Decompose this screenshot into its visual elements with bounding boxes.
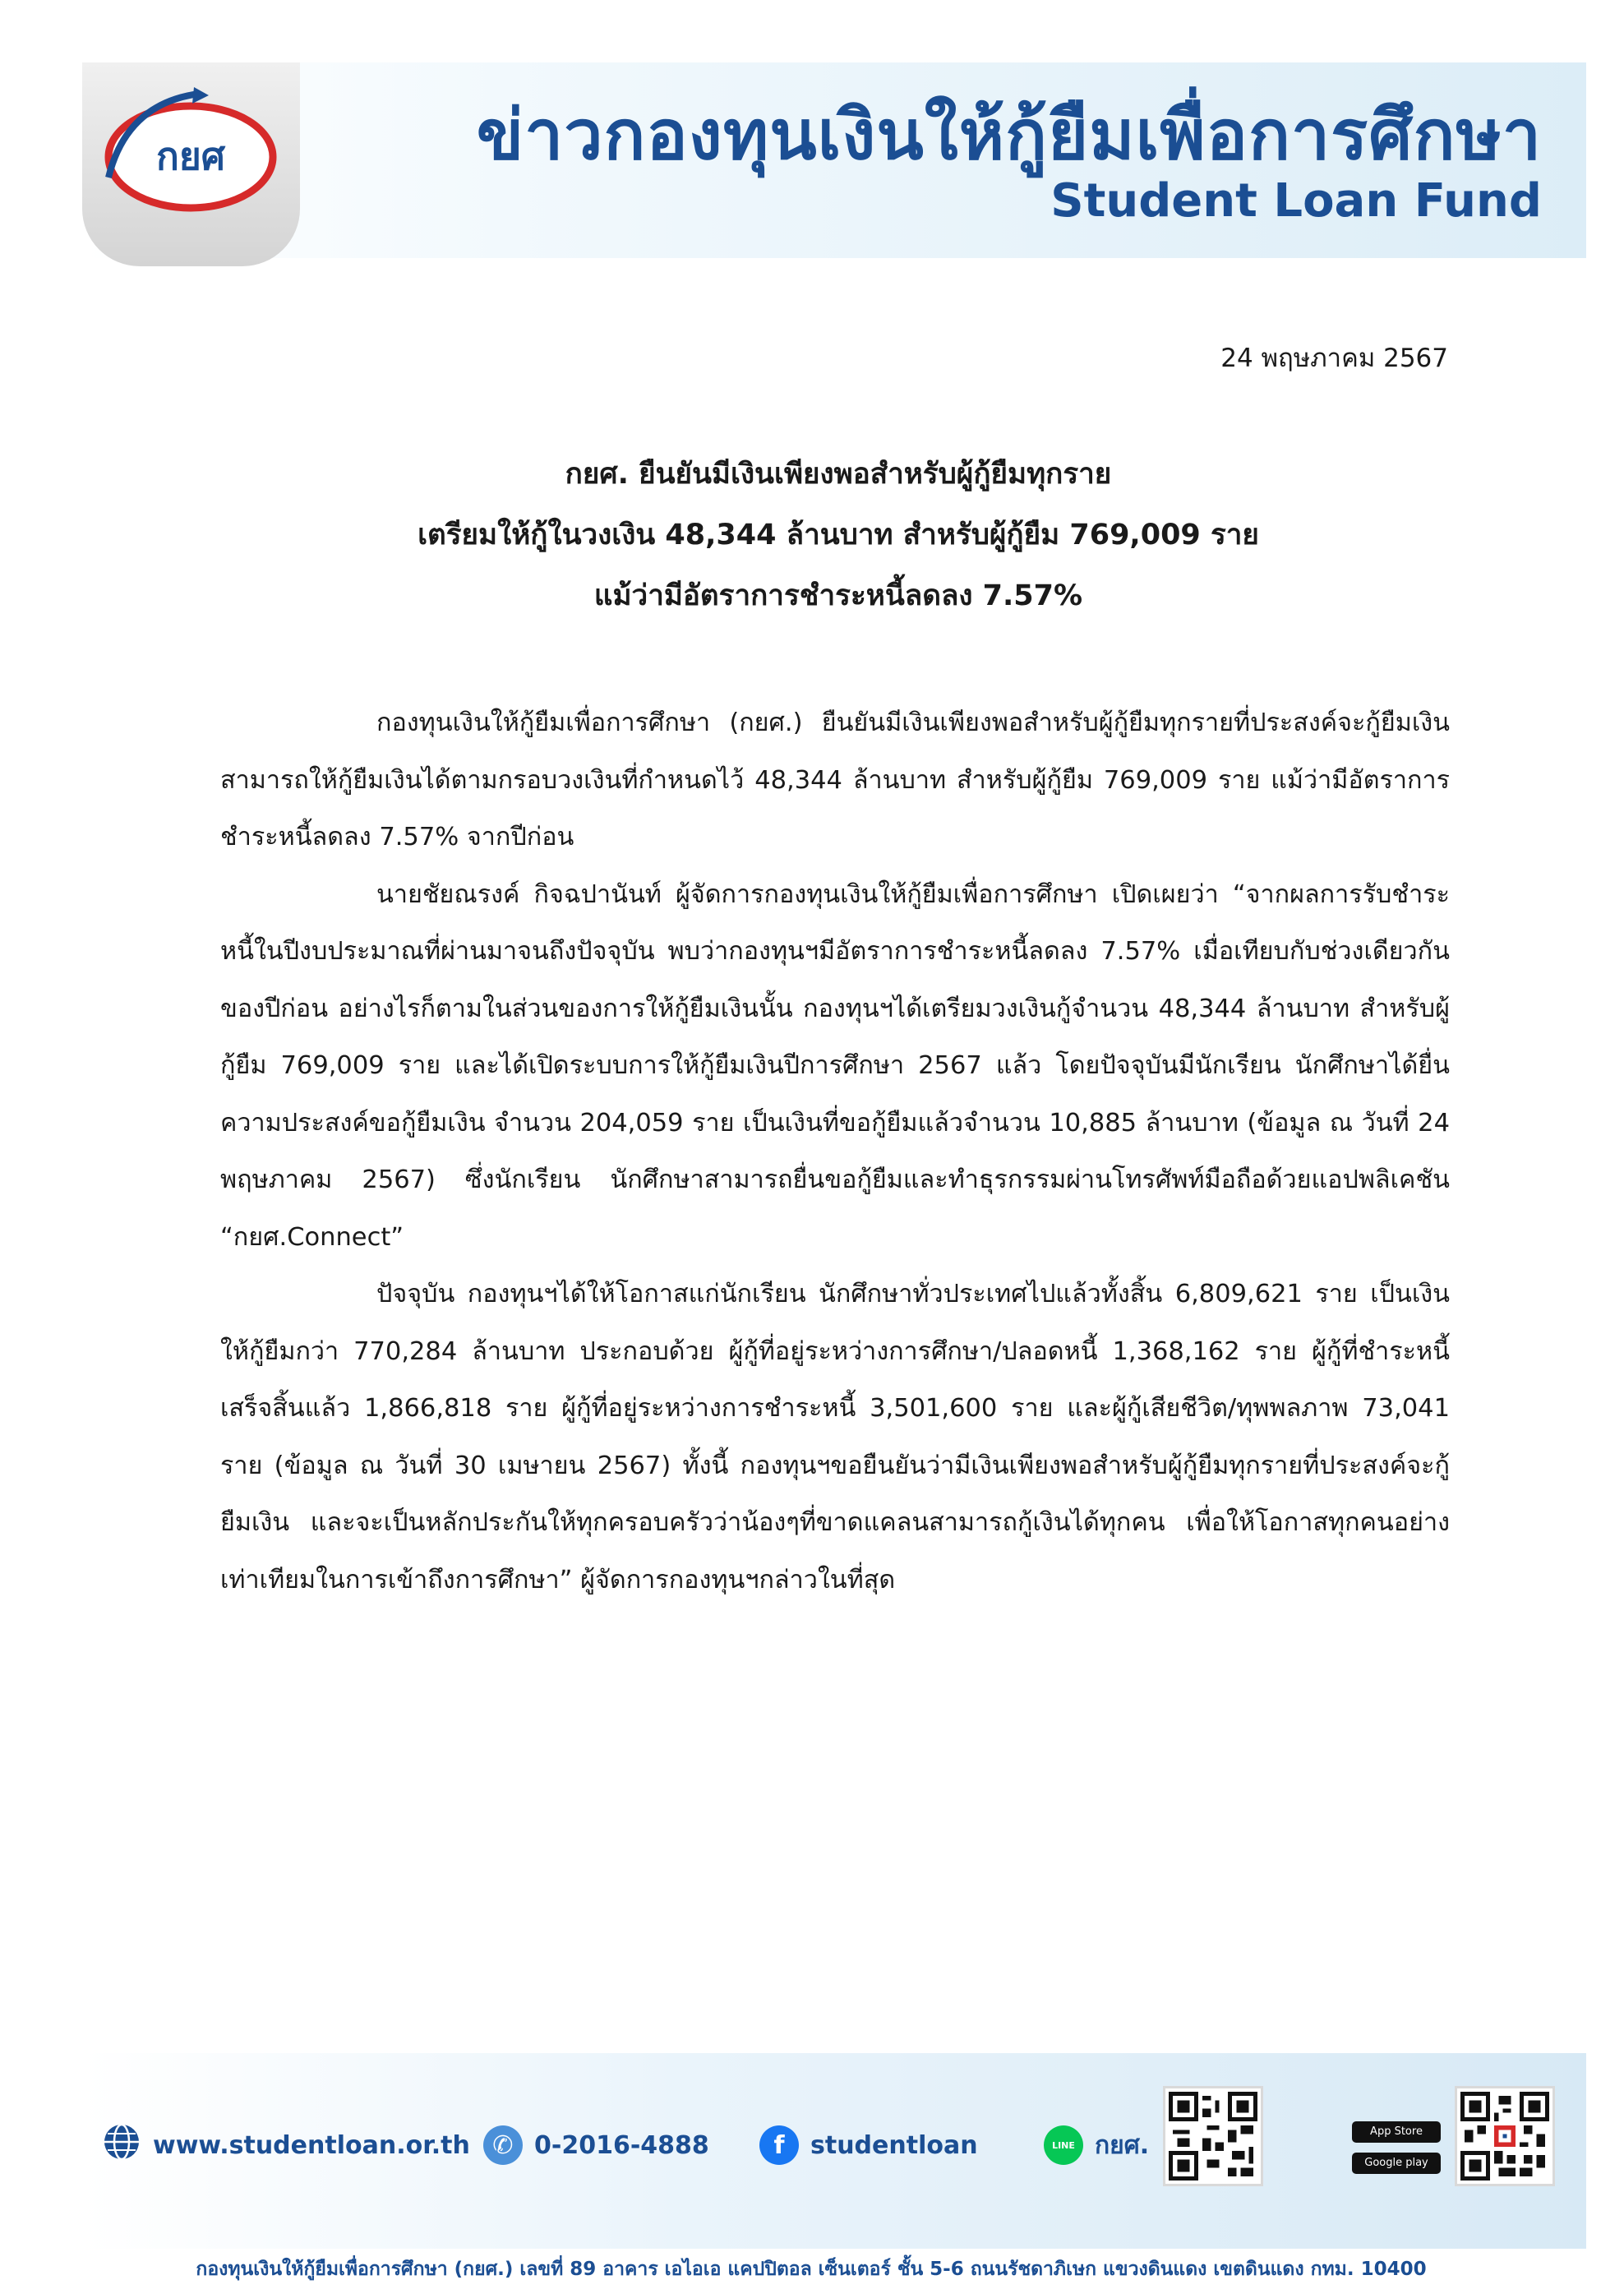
- qr-code-app[interactable]: [1455, 2086, 1555, 2186]
- release-date: 24 พฤษภาคม 2567: [1220, 344, 1448, 373]
- qr-code-line[interactable]: [1163, 2086, 1263, 2186]
- headline-line: แม้ว่ามีอัตราการชำระหนี้ลดลง 7.57%: [593, 579, 1083, 612]
- headline-line: กยศ. ยืนยันมีเงินเพียงพอสำหรับผู้กู้ยืมทุกราย: [565, 458, 1112, 491]
- svg-text:กยศ: กยศ: [155, 134, 226, 178]
- paragraph: นายชัยณรงค์ กิจฉปานันท์ ผู้จัดการกองทุนเงินให้กู้ยืมเพื่อการศึกษา เปิดเผยว่า “จากผลการรับชำระหนี้ในปีงบประมาณที่ผ่านมาจนถึงปัจจุบัน พบว่ากองทุนฯมีอัตราการชำระหนี้ลดลง 7.57% เมื่อเทียบกับช่วงเดียวกันของปีก่อน อย่างไรก็ตามในส่วนของการให้กู้ยืมเงินนั้น กองทุนฯได้เตรียมวงเงินกู้จำนวน 48,344 ล้านบาท สำหรับผู้กู้ยืม 769,009 ราย และได้เปิดระบบการให้กู้ยืมเงินปีการศึกษา 2567 แล้ว โดยปัจจุบันมีนักเรียน นักศึกษาได้ยื่นความประสงค์ขอกู้ยืมเงิน จำนวน 204,059 ราย เป็นเงินที่ขอกู้ยืมแล้วจำนวน 10,885 ล้านบาท (ข้อมูล ณ วันที่ 24 พฤษภาคม 2567) ซึ่งนักเรียน นักศึกษาสามารถยื่นขอกู้ยืมและทำธุรกรรมผ่านโทรศัพท์มือถือด้วยแอปพลิเคชัน “กยศ.Connect”: [220, 879, 1450, 1252]
- google-play-badge[interactable]: Google play: [1352, 2153, 1441, 2174]
- line-link[interactable]: [1044, 2123, 1149, 2167]
- website-link[interactable]: [102, 2123, 470, 2167]
- headline-line: เตรียมให้กู้ในวงเงิน 48,344 ล้านบาท สำหรับผู้กู้ยืม 769,009 ราย: [418, 519, 1259, 551]
- phone-link[interactable]: [483, 2123, 709, 2167]
- globe-icon: [102, 2122, 141, 2168]
- paragraph: กองทุนเงินให้กู้ยืมเพื่อการศึกษา (กยศ.) ยืนยันมีเงินเพียงพอสำหรับผู้กู้ยืมทุกรายที่ประสงค์จะกู้ยืมเงิน สามารถให้กู้ยืมเงินได้ตามกรอบวงเงินที่กำหนดไว้ 48,344 ล้านบาท สำหรับผู้กู้ยืม 769,009 ราย แม้ว่ามีอัตราการชำระหนี้ลดลง 7.57% จากปีก่อน: [220, 708, 1450, 851]
- website-text: www.studentloan.or.th: [153, 2130, 470, 2160]
- title-thai: ข่าวกองทุนเงินให้กู้ยืมเพื่อการศึกษา: [476, 95, 1542, 175]
- line-text: กยศ.: [1095, 2130, 1150, 2160]
- phone-icon: ✆: [483, 2125, 523, 2165]
- headline: [164, 444, 1512, 626]
- logo-mark-icon: [94, 87, 288, 219]
- facebook-link[interactable]: [759, 2123, 978, 2167]
- app-store-badge[interactable]: App Store: [1352, 2121, 1441, 2143]
- article-body: [220, 695, 1450, 1608]
- footer-address: กองทุนเงินให้กู้ยืมเพื่อการศึกษา (กยศ.) เลขที่ 89 อาคาร เอไอเอ แคปปิตอล เซ็นเตอร์ ชั้น 5-6 ถนนรัชดาภิเษก แขวงดินแดง เขตดินแดง กทม. 10400: [196, 2259, 1427, 2280]
- logo: [82, 62, 300, 266]
- title-english: Student Loan Fund: [1050, 174, 1542, 228]
- qr-code-icon: [1169, 2092, 1257, 2181]
- facebook-text: studentloan: [810, 2130, 978, 2160]
- qr-code-icon: [1460, 2092, 1549, 2181]
- paragraph: ปัจจุบัน กองทุนฯได้ให้โอกาสแก่นักเรียน นักศึกษาทั่วประเทศไปแล้วทั้งสิ้น 6,809,621 ราย เป็นเงินให้กู้ยืมกว่า 770,284 ล้านบาท ประกอบด้วย ผู้กู้ที่อยู่ระหว่างการศึกษา/ปลอดหนี้ 1,368,162 ราย ผู้กู้ที่ชำระหนี้เสร็จสิ้นแล้ว 1,866,818 ราย ผู้กู้ที่อยู่ระหว่างการชำระหนี้ 3,501,600 ราย และผู้กู้เสียชีวิต/ทุพพลภาพ 73,041 ราย (ข้อมูล ณ วันที่ 30 เมษายน 2567) ทั้งนี้ กองทุนฯขอยืนยันว่ามีเงินเพียงพอสำหรับผู้กู้ยืมทุกรายที่ประสงค์จะกู้ยืมเงิน และจะเป็นหลักประกันให้ทุกครอบครัวว่าน้องๆที่ขาดแคลนสามารถกู้เงินได้ทุกคน เพื่อให้โอกาสทุกคนอย่างเท่าเทียมในการเข้าถึงการศึกษา” ผู้จัดการกองทุนฯกล่าวในที่สุด: [220, 1280, 1450, 1594]
- facebook-icon: f: [759, 2125, 799, 2165]
- line-icon: LINE: [1044, 2125, 1083, 2165]
- phone-text: 0-2016-4888: [534, 2130, 709, 2160]
